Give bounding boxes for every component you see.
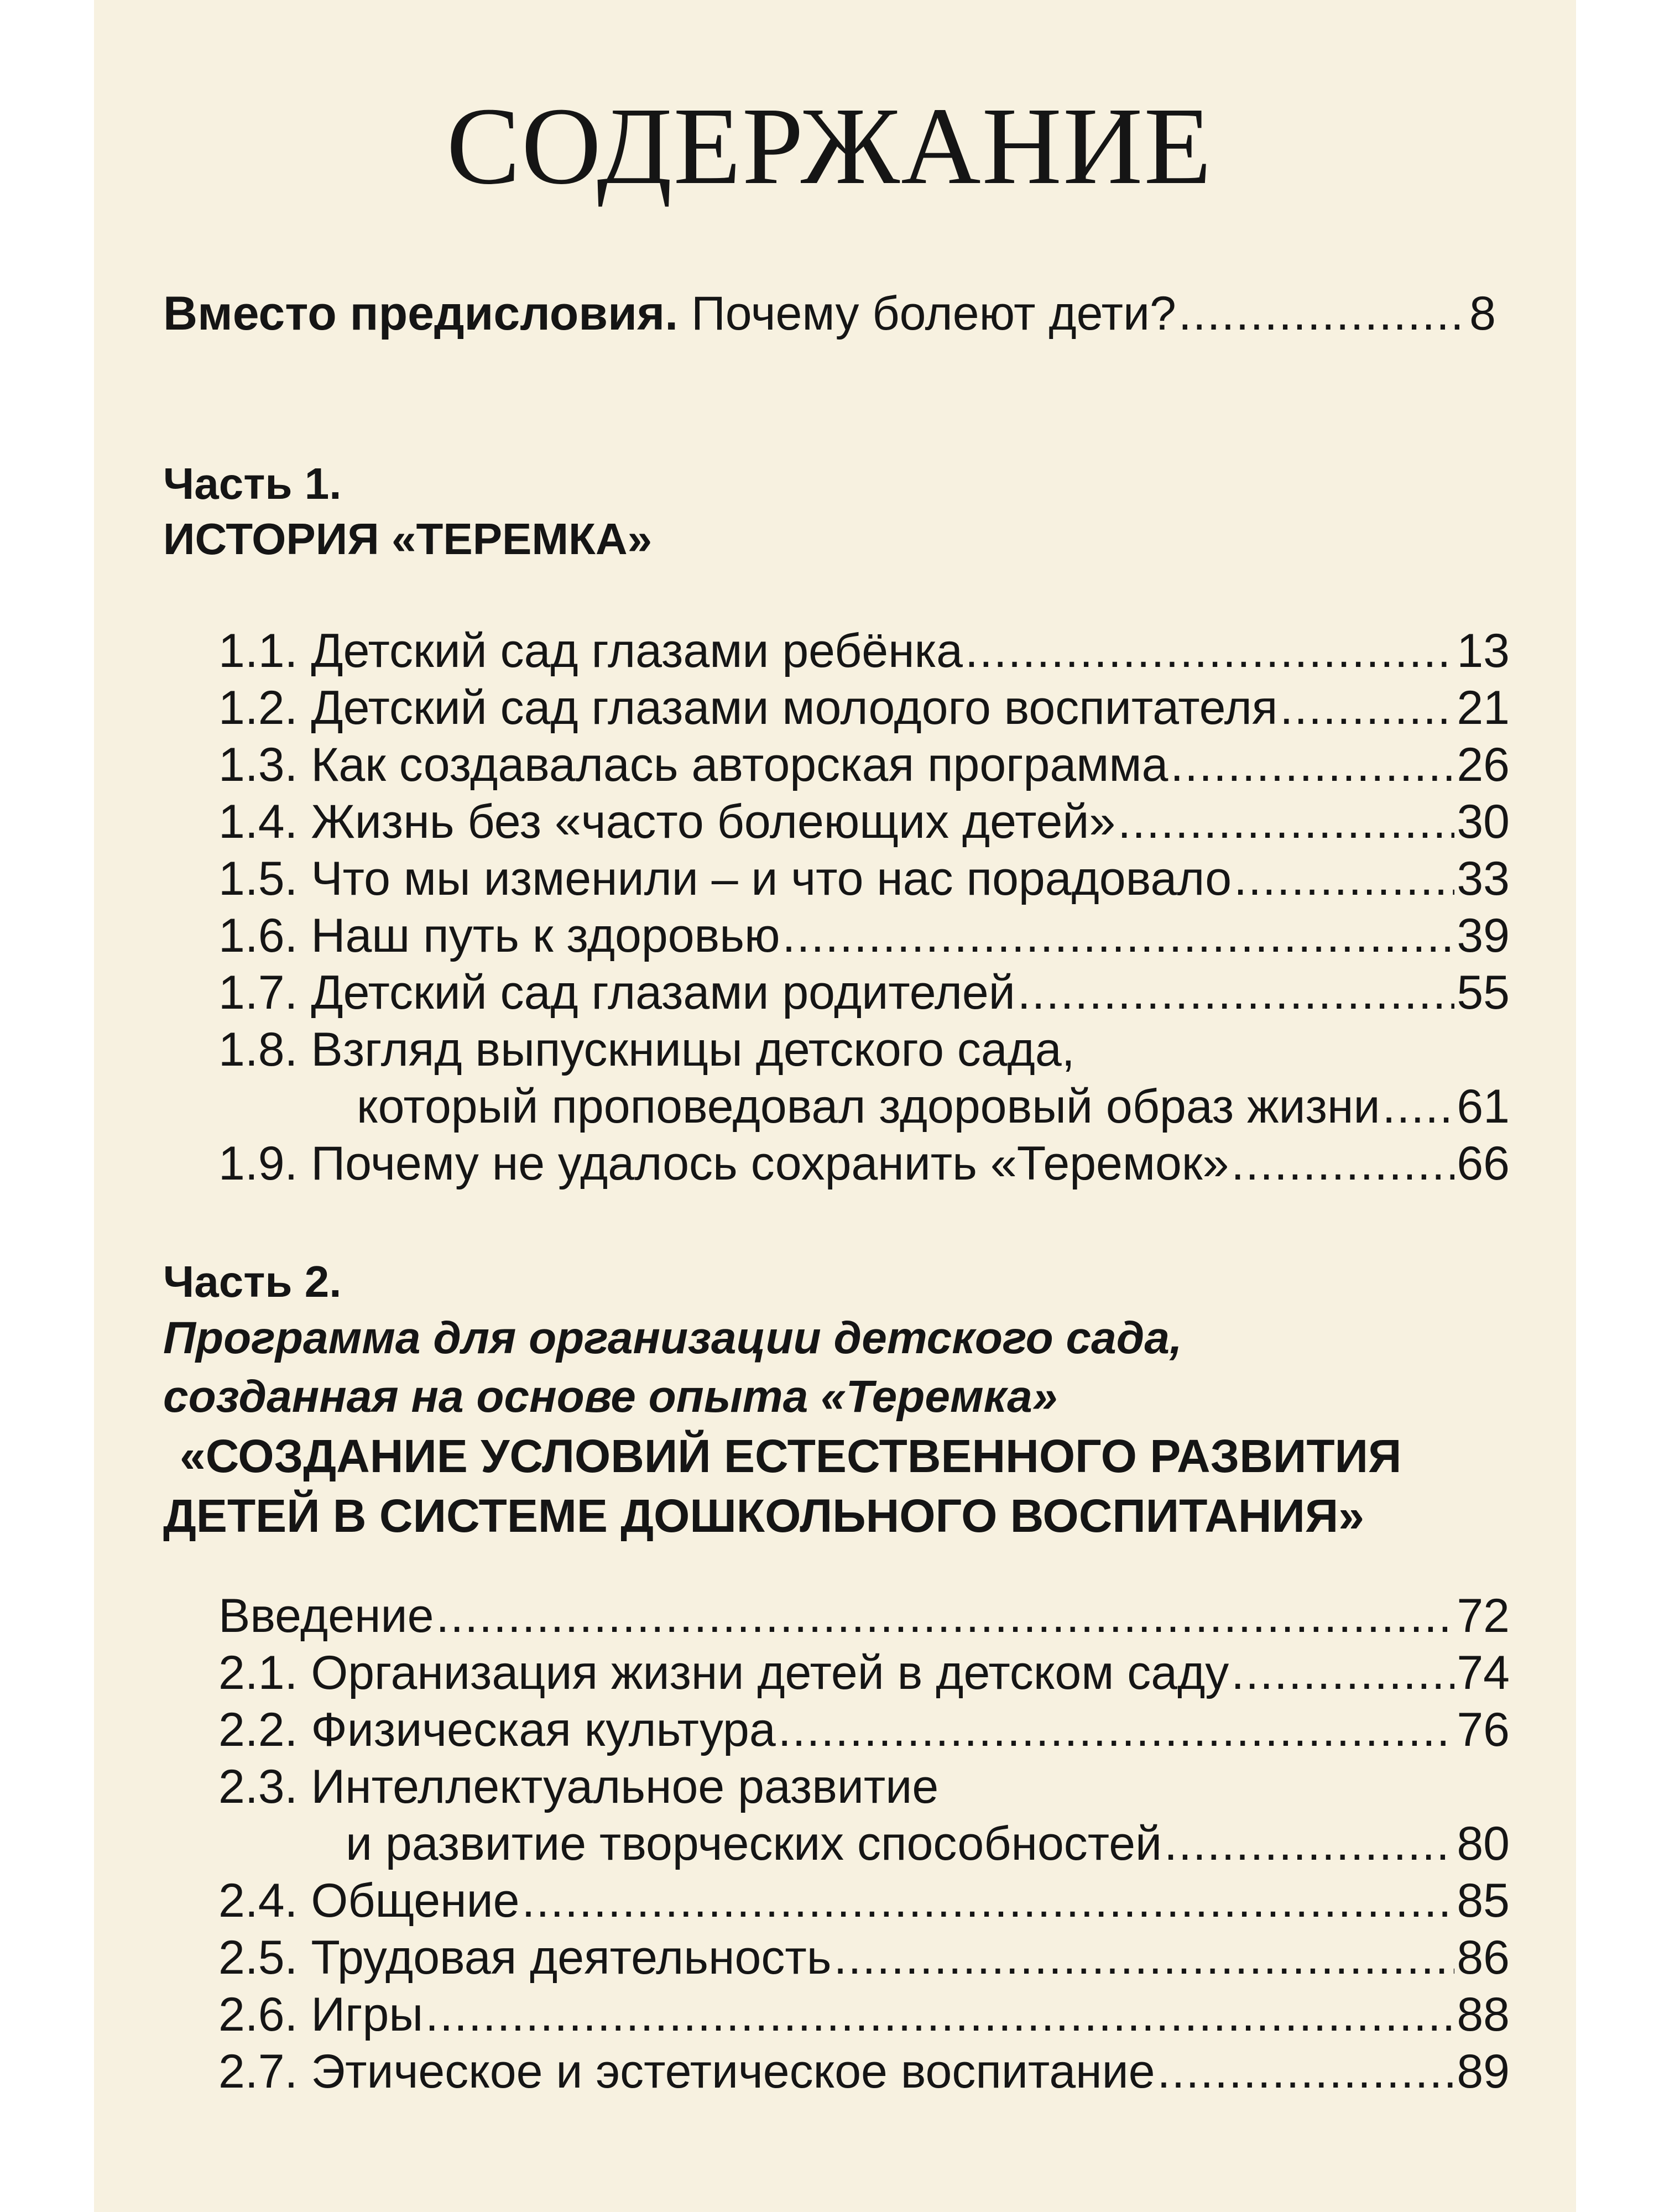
part1-title: ИСТОРИЯ «ТЕРЕМКА» xyxy=(163,514,653,564)
toc-entry xyxy=(218,736,1510,794)
toc-label: 2.1. Организация жизни детей в детском саду xyxy=(218,1646,1229,1699)
part2-subtitle-line2: созданная на основе опыта «Теремка» xyxy=(163,1371,1058,1422)
toc-leader xyxy=(1118,793,1454,851)
part2-title-line1: «СОЗДАНИЕ УСЛОВИЙ ЕСТЕСТВЕННОГО РАЗВИТИЯ xyxy=(180,1430,1402,1482)
toc-label: Вместо предисловия. Почему болеют дети? xyxy=(163,287,1176,340)
toc-leader xyxy=(1231,1644,1454,1702)
toc-entry xyxy=(218,1587,1510,1645)
toc-leader xyxy=(834,1929,1455,1987)
toc-leader xyxy=(1164,1815,1454,1873)
toc-leader xyxy=(965,622,1454,680)
toc-entry xyxy=(218,793,1510,851)
toc-label: 1.7. Детский сад глазами родителей xyxy=(218,966,1015,1019)
toc-label: 1.1. Детский сад глазами ребёнка xyxy=(218,624,963,677)
toc-page-number: 30 xyxy=(1457,795,1510,848)
toc-entry xyxy=(346,1815,1510,1873)
toc-label: 1.5. Что мы изменили – и что нас порадовало xyxy=(218,852,1232,905)
toc-label: Введение xyxy=(218,1589,434,1642)
toc-label: 2.7. Этическое и эстетическое воспитание xyxy=(218,2045,1155,2098)
toc-entry xyxy=(218,964,1510,1022)
toc-page-number: 88 xyxy=(1457,1988,1510,2041)
toc-page-number: 66 xyxy=(1457,1137,1510,1190)
toc-page-number: 86 xyxy=(1457,1931,1510,1984)
toc-label: 1.6. Наш путь к здоровью xyxy=(218,909,780,962)
toc-label: 2.3. Интеллектуальное развитие xyxy=(218,1760,939,1813)
toc-entry xyxy=(218,1929,1510,1987)
toc-entry-first-line xyxy=(218,1758,1510,1816)
toc-label: 2.5. Трудовая деятельность xyxy=(218,1931,832,1984)
toc-entry xyxy=(218,1872,1510,1930)
toc-label: 1.3. Как создавалась авторская программа xyxy=(218,738,1168,791)
toc-entry xyxy=(218,622,1510,680)
toc-leader xyxy=(1018,964,1455,1022)
scan-margin-left xyxy=(0,0,94,2212)
scan-margin-right xyxy=(1576,0,1659,2212)
part2-heading: Часть 2. xyxy=(163,1257,342,1306)
toc-label-continued: который проповедовал здоровый образ жизни xyxy=(357,1080,1380,1133)
toc-label: 1.8. Взгляд выпускницы детского сада, xyxy=(218,1023,1075,1076)
toc-entry xyxy=(218,850,1510,908)
toc-entry-first-line xyxy=(218,1021,1510,1079)
toc-page-number: 74 xyxy=(1457,1646,1510,1699)
toc-page-number: 76 xyxy=(1457,1703,1510,1756)
toc-page-number: 33 xyxy=(1457,852,1510,905)
toc-leader xyxy=(425,1986,1454,2044)
toc-leader xyxy=(1231,1135,1454,1193)
toc-leader xyxy=(778,1701,1455,1759)
toc-label: 2.6. Игры xyxy=(218,1988,424,2041)
toc-page-number: 8 xyxy=(1469,287,1496,340)
toc-page-number: 61 xyxy=(1457,1080,1510,1133)
toc-leader xyxy=(1234,850,1454,908)
page-title: СОДЕРЖАНИЕ xyxy=(446,85,1213,207)
toc-page-number: 89 xyxy=(1457,2045,1510,2098)
toc-entry xyxy=(218,1135,1510,1193)
toc-page-number: 85 xyxy=(1457,1874,1510,1927)
toc-page-number: 39 xyxy=(1457,909,1510,962)
toc-entry-preface xyxy=(163,285,1496,343)
toc-label: 1.4. Жизнь без «часто болеющих детей» xyxy=(218,795,1116,848)
toc-entry xyxy=(218,2043,1510,2101)
toc-label-continued: и развитие творческих способностей xyxy=(346,1817,1162,1870)
toc-leader xyxy=(1170,736,1454,794)
toc-page-number: 26 xyxy=(1457,738,1510,791)
toc-label: 2.2. Физическая культура xyxy=(218,1703,776,1756)
toc-page-number: 72 xyxy=(1457,1589,1510,1642)
part2-title-line2: ДЕТЕЙ В СИСТЕМЕ ДОШКОЛЬНОГО ВОСПИТАНИЯ» xyxy=(163,1490,1364,1542)
toc-leader xyxy=(1383,1078,1455,1136)
toc-label: 2.4. Общение xyxy=(218,1874,520,1927)
toc-entry xyxy=(218,907,1510,965)
part2-subtitle-line1: Программа для организации детского сада, xyxy=(163,1313,1182,1363)
toc-label: 1.2. Детский сад глазами молодого воспитателя xyxy=(218,681,1278,734)
toc-entry xyxy=(218,1644,1510,1702)
toc-page-number: 21 xyxy=(1457,681,1510,734)
toc-entry xyxy=(218,1986,1510,2044)
toc-label: 1.9. Почему не удалось сохранить «Теремок» xyxy=(218,1137,1229,1190)
toc-page-number: 13 xyxy=(1457,624,1510,677)
toc-entry xyxy=(218,1701,1510,1759)
toc-leader xyxy=(1157,2043,1455,2101)
toc-leader xyxy=(1280,679,1454,737)
toc-page-number: 55 xyxy=(1457,966,1510,1019)
toc-page-number: 80 xyxy=(1457,1817,1510,1870)
toc-entry xyxy=(218,679,1510,737)
toc-leader xyxy=(1178,285,1467,343)
toc-leader xyxy=(782,907,1455,965)
toc-leader xyxy=(521,1872,1454,1930)
toc-leader xyxy=(436,1587,1454,1645)
toc-entry xyxy=(357,1078,1510,1136)
part1-heading: Часть 1. xyxy=(163,459,342,508)
